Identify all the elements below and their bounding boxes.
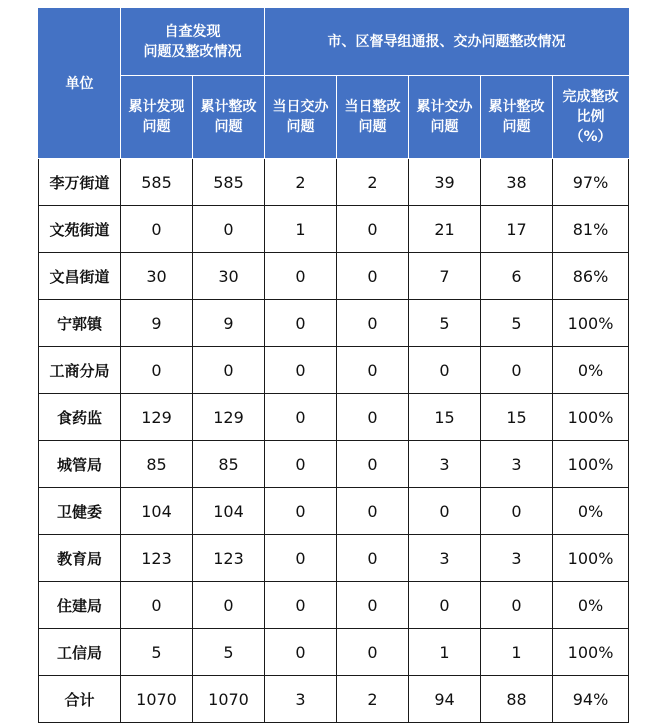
table-row (39, 582, 629, 629)
cell-daily-assigned: 0 (265, 253, 337, 300)
cell-cumulative-assigned: 0 (409, 488, 481, 535)
cell-cumulative-fixed-assigned: 17 (481, 206, 553, 253)
cell-daily-fixed: 0 (337, 441, 409, 488)
cell-cumulative-found: 0 (121, 347, 193, 394)
cell-cumulative-fixed-self: 1070 (193, 676, 265, 723)
cell-unit: 食药监 (39, 394, 121, 441)
cell-cumulative-fixed-self: 129 (193, 394, 265, 441)
cell-cumulative-found: 1070 (121, 676, 193, 723)
cell-cumulative-assigned: 3 (409, 535, 481, 582)
cell-cumulative-fixed-assigned: 3 (481, 535, 553, 582)
cell-cumulative-fixed-assigned: 0 (481, 347, 553, 394)
cell-cumulative-fixed-self: 9 (193, 300, 265, 347)
cell-cumulative-found: 585 (121, 159, 193, 206)
cell-cumulative-assigned: 0 (409, 347, 481, 394)
header-daily-assigned: 当日交办 问题 (265, 76, 337, 159)
cell-cumulative-fixed-assigned: 1 (481, 629, 553, 676)
header-cumulative-fixed-assigned: 累计整改 问题 (481, 76, 553, 159)
header-group-self-check: 自查发现 问题及整改情况 (121, 9, 265, 76)
cell-cumulative-assigned: 7 (409, 253, 481, 300)
cell-cumulative-fixed-self: 0 (193, 347, 265, 394)
cell-daily-fixed: 0 (337, 582, 409, 629)
table-row (39, 535, 629, 582)
cell-cumulative-found: 30 (121, 253, 193, 300)
cell-cumulative-fixed-assigned: 15 (481, 394, 553, 441)
header-completion-ratio: 完成整改 比例 （%） (553, 76, 629, 159)
cell-daily-fixed: 0 (337, 206, 409, 253)
cell-completion-ratio: 100% (553, 300, 629, 347)
cell-daily-fixed: 0 (337, 253, 409, 300)
cell-completion-ratio: 0% (553, 582, 629, 629)
cell-cumulative-fixed-assigned: 0 (481, 582, 553, 629)
cell-completion-ratio: 100% (553, 629, 629, 676)
cell-cumulative-fixed-self: 30 (193, 253, 265, 300)
cell-unit: 文昌街道 (39, 253, 121, 300)
header-cumulative-fixed-self: 累计整改 问题 (193, 76, 265, 159)
cell-cumulative-fixed-self: 123 (193, 535, 265, 582)
cell-daily-assigned: 0 (265, 347, 337, 394)
cell-cumulative-found: 5 (121, 629, 193, 676)
cell-cumulative-fixed-assigned: 0 (481, 488, 553, 535)
cell-completion-ratio: 0% (553, 347, 629, 394)
table-row (39, 206, 629, 253)
table-row (39, 347, 629, 394)
rectification-table (38, 8, 629, 723)
cell-cumulative-assigned: 1 (409, 629, 481, 676)
cell-completion-ratio: 100% (553, 441, 629, 488)
cell-cumulative-assigned: 15 (409, 394, 481, 441)
cell-daily-fixed: 0 (337, 629, 409, 676)
header-group-supervision: 市、区督导组通报、交办问题整改情况 (265, 9, 629, 76)
header-cumulative-assigned: 累计交办 问题 (409, 76, 481, 159)
cell-daily-assigned: 1 (265, 206, 337, 253)
table-row (39, 394, 629, 441)
cell-completion-ratio: 86% (553, 253, 629, 300)
cell-daily-fixed: 0 (337, 394, 409, 441)
cell-cumulative-fixed-self: 104 (193, 488, 265, 535)
cell-cumulative-found: 9 (121, 300, 193, 347)
header-cumulative-found: 累计发现 问题 (121, 76, 193, 159)
cell-cumulative-found: 0 (121, 582, 193, 629)
cell-completion-ratio: 97% (553, 159, 629, 206)
header-unit: 单位 (39, 9, 121, 159)
cell-daily-assigned: 2 (265, 159, 337, 206)
cell-cumulative-found: 85 (121, 441, 193, 488)
table-row (39, 253, 629, 300)
cell-cumulative-fixed-assigned: 3 (481, 441, 553, 488)
cell-completion-ratio: 94% (553, 676, 629, 723)
rectification-table-container (38, 8, 629, 723)
cell-unit: 教育局 (39, 535, 121, 582)
cell-cumulative-assigned: 3 (409, 441, 481, 488)
table-body (39, 159, 629, 723)
cell-completion-ratio: 81% (553, 206, 629, 253)
cell-daily-assigned: 0 (265, 441, 337, 488)
cell-daily-fixed: 2 (337, 159, 409, 206)
cell-daily-assigned: 0 (265, 300, 337, 347)
cell-daily-assigned: 3 (265, 676, 337, 723)
table-row (39, 629, 629, 676)
cell-cumulative-fixed-self: 0 (193, 206, 265, 253)
cell-cumulative-assigned: 21 (409, 206, 481, 253)
header-daily-fixed: 当日整改 问题 (337, 76, 409, 159)
cell-daily-assigned: 0 (265, 629, 337, 676)
cell-cumulative-found: 129 (121, 394, 193, 441)
table-row (39, 488, 629, 535)
cell-cumulative-fixed-self: 5 (193, 629, 265, 676)
cell-unit: 李万街道 (39, 159, 121, 206)
cell-daily-fixed: 0 (337, 347, 409, 394)
cell-cumulative-fixed-assigned: 88 (481, 676, 553, 723)
cell-cumulative-fixed-assigned: 38 (481, 159, 553, 206)
table-row (39, 300, 629, 347)
cell-cumulative-assigned: 39 (409, 159, 481, 206)
cell-unit: 工信局 (39, 629, 121, 676)
cell-daily-assigned: 0 (265, 488, 337, 535)
cell-completion-ratio: 100% (553, 394, 629, 441)
table-row (39, 159, 629, 206)
cell-cumulative-found: 104 (121, 488, 193, 535)
cell-daily-fixed: 0 (337, 535, 409, 582)
cell-unit: 卫健委 (39, 488, 121, 535)
cell-cumulative-fixed-assigned: 5 (481, 300, 553, 347)
cell-cumulative-fixed-self: 585 (193, 159, 265, 206)
cell-cumulative-assigned: 0 (409, 582, 481, 629)
cell-unit: 工商分局 (39, 347, 121, 394)
cell-completion-ratio: 0% (553, 488, 629, 535)
cell-daily-assigned: 0 (265, 394, 337, 441)
cell-completion-ratio: 100% (553, 535, 629, 582)
table-row-total (39, 676, 629, 723)
cell-daily-fixed: 0 (337, 300, 409, 347)
cell-cumulative-found: 123 (121, 535, 193, 582)
cell-unit: 合计 (39, 676, 121, 723)
cell-daily-assigned: 0 (265, 535, 337, 582)
table-header (39, 9, 629, 159)
table-row (39, 441, 629, 488)
cell-daily-fixed: 2 (337, 676, 409, 723)
cell-cumulative-assigned: 5 (409, 300, 481, 347)
cell-cumulative-found: 0 (121, 206, 193, 253)
cell-cumulative-fixed-self: 0 (193, 582, 265, 629)
cell-cumulative-assigned: 94 (409, 676, 481, 723)
cell-daily-fixed: 0 (337, 488, 409, 535)
cell-cumulative-fixed-assigned: 6 (481, 253, 553, 300)
cell-daily-assigned: 0 (265, 582, 337, 629)
cell-unit: 文苑街道 (39, 206, 121, 253)
cell-cumulative-fixed-self: 85 (193, 441, 265, 488)
cell-unit: 宁郭镇 (39, 300, 121, 347)
cell-unit: 住建局 (39, 582, 121, 629)
cell-unit: 城管局 (39, 441, 121, 488)
